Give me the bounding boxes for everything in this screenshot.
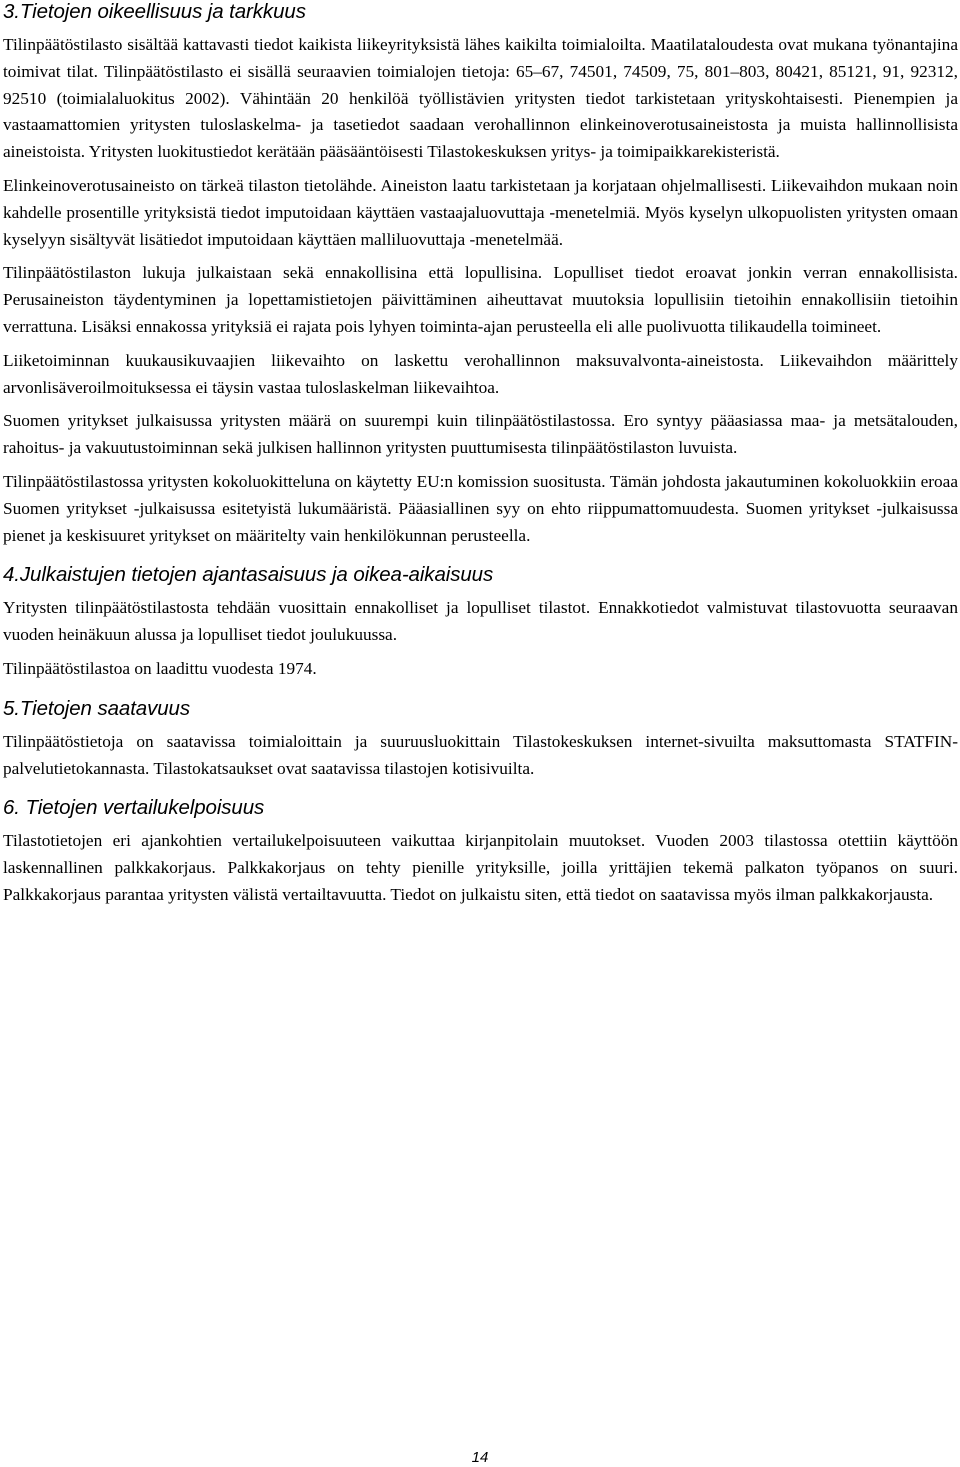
section-heading-availability: 5.Tietojen saatavuus bbox=[3, 696, 190, 720]
paragraph-monthly-turnover: Liiketoiminnan kuukausikuvaajien liikevaihto on laskettu verohallinnon maksuvalvonta-aineistosta. Liikevaihdon määrittely arvonlisäveroilmoituksessa ei täysin vastaa tuloslaskelman liikevaihtoa. bbox=[3, 350, 958, 397]
section-comparability bbox=[3, 796, 958, 908]
paragraph-coverage: Tilinpäätöstilasto sisältää kattavasti tiedot kaikista liikeyrityksistä lähes kaikilta toimialoilta. Maatilataloudesta ovat mukana työnantajina toimivat tilat. Tilinpäätöstilasto ei sisällä seuraavien toimialojen tietoja: 65–67, 74501, 74509, 75, 801–803, 80421, 85121, 91, 92312, 92510 (toimialaluokitus 2002). Vähintään 20 henkilöä työllistävien yritysten tiedot tarkistetaan yrityskohtaisesti. Pienempien ja vastaamattomien yritysten tuloslaskelma- ja tasetiedot saadaan verohallinnon elinkeinoverotusaineistosta ja muista hallinnollisista aineistoista. Yritysten luokitustiedot kerätään pääsääntöisesti Tilastokeskuksen yritys- ja toimipaikkarekisteristä. bbox=[3, 35, 958, 162]
paragraph-tax-data: Elinkeinoverotusaineisto on tärkeä tilaston tietolähde. Aineiston laatu tarkistetaan ja korjataan ohjelmallisesti. Liikevaihdon mukaan noin kahdelle prosentille yrityksistä tiedot imputoidaan käyttäen vastaajaluovuttaja -menetelmiä. Myös kyselyn ulkopuolisten yritysten omaan kyselyyn sisältyvät lisätiedot imputoidaan käyttäen malliluovuttaja -menetelmää. bbox=[3, 175, 958, 249]
paragraph-schedule: Yritysten tilinpäätöstilastosta tehdään vuosittain ennakolliset ja lopulliset tilastot. Ennakkotiedot valmistuvat tilastovuotta seuraavan vuoden heinäkuun alussa ja lopulliset tiedot joulukuussa. bbox=[3, 598, 958, 645]
section-availability bbox=[3, 697, 958, 783]
paragraph-size-classes: Tilinpäätöstilastossa yritysten kokoluokitteluna on käytetty EU:n komission suositusta. Tämän johdosta jakautuminen kokoluokkiin eroaa Suomen yritykset -julkaisussa esitetyistä lukumääristä. Pääasiallinen syy on ehto riippumattomuudesta. Suomen yritykset -julkaisussa pienet ja keskisuuret yritykset on määritelty vain henkilökunnan perusteella. bbox=[3, 471, 958, 545]
paragraph-availability: Tilinpäätöstietoja on saatavissa toimialoittain ja suuruusluokittain Tilastokeskuksen internet-sivuilta maksuttomasta STATFIN-palvelutietokannasta. Tilastokatsaukset ovat saatavissa tilastojen kotisivuilta. bbox=[3, 731, 958, 778]
section-heading-accuracy: 3.Tietojen oikeellisuus ja tarkkuus bbox=[3, 0, 306, 23]
paragraph-comparability: Tilastotietojen eri ajankohtien vertailukelpoisuuteen vaikuttaa kirjanpitolain muutokset. Vuoden 2003 tilastossa otettiin käyttöön laskennallinen palkkakorjaus. Palkkakorjaus on tehty pienille yrityksille, joilla yrittäjien tekemä palkaton työpanos on suuri. Palkkakorjaus parantaa yritysten välistä vertailtavuutta. Tiedot on julkaistu siten, että tiedot on saatavissa myös ilman palkkakorjausta. bbox=[3, 831, 958, 904]
section-heading-comparability: 6. Tietojen vertailukelpoisuus bbox=[3, 796, 265, 820]
paragraph-enterprise-count: Suomen yritykset julkaisussa yritysten määrä on suurempi kuin tilinpäätöstilastossa. Ero syntyy pääasiassa maa- ja metsätalouden, rahoitus- ja vakuutustoiminnan sekä julkisen hallinnon yritysten puuttumisesta tilinpäätöstilaston luvuista. bbox=[3, 411, 958, 458]
paragraph-preliminary-final: Tilinpäätöstilaston lukuja julkaistaan sekä ennakollisina että lopullisina. Lopulliset tiedot eroavat jonkin verran ennakollisista. Perusaineiston täydentyminen ja lopettamistietojen päivittäminen aiheuttavat muutoksia lopullisiin tietoihin ennakollisiin tietoihin verrattuna. Lisäksi ennakossa yrityksiä ei rajata pois lyhyen toiminta-ajan perusteella eli alle puolivuotta tilikaudella toimineet. bbox=[3, 263, 958, 336]
section-timeliness bbox=[3, 563, 958, 682]
page-number: 14 bbox=[471, 1449, 489, 1466]
section-accuracy bbox=[3, 0, 958, 549]
paragraph-history: Tilinpäätöstilastoa on laadittu vuodesta 1974. bbox=[3, 658, 317, 678]
document-body bbox=[3, 0, 958, 916]
section-heading-timeliness: 4.Julkaistujen tietojen ajantasaisuus ja oikea-aikaisuus bbox=[3, 563, 494, 587]
